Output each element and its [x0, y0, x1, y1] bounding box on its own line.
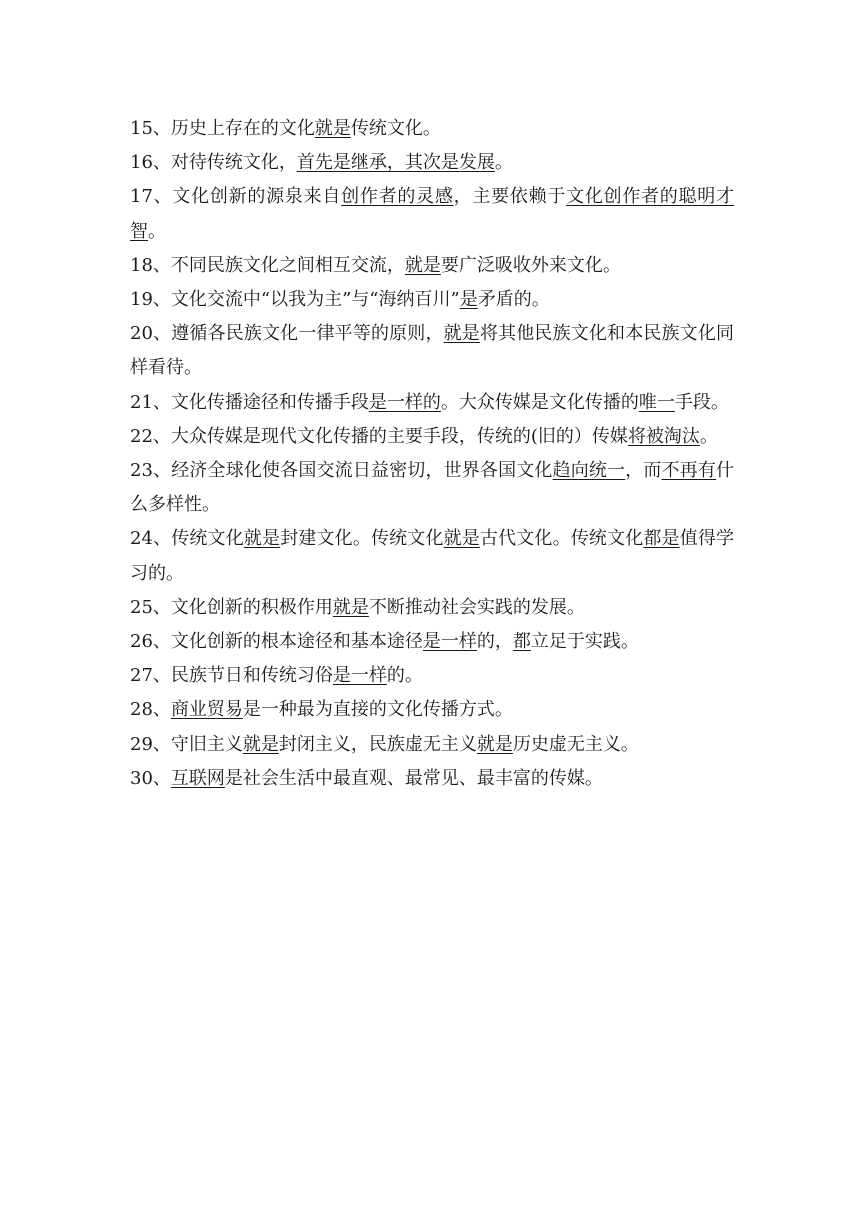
- underlined-segment: 不再有: [661, 460, 717, 482]
- statement-17: [130, 180, 734, 248]
- text-segment: 值得学习的。: [130, 528, 735, 584]
- text-segment: 将其他民族文化和本民族文化同样看待。: [130, 323, 735, 379]
- underlined-segment: 是一样: [332, 665, 387, 687]
- underlined-segment: 文化创作者的聪明才智: [130, 186, 735, 242]
- text-segment: 的。: [386, 665, 423, 687]
- text-segment: 什么多样性。: [130, 460, 735, 516]
- text-segment: 封建文化。传统文化: [280, 528, 444, 550]
- text-segment: 25、文化创新的积极作用: [130, 596, 333, 618]
- underlined-segment: 就是: [314, 118, 351, 139]
- text-segment: 古代文化。传统文化: [479, 528, 644, 550]
- text-segment: 23、经济全球化使各国交流日益密切，世界各国文化: [130, 460, 553, 482]
- statement-26: [130, 625, 734, 659]
- statement-25: [130, 591, 734, 625]
- underlined-segment: 就是: [243, 528, 281, 550]
- text-segment: 16、对待传统文化，: [130, 152, 297, 174]
- text-segment: 。: [699, 425, 718, 447]
- underlined-segment: 就是: [443, 323, 480, 345]
- text-segment: 手段。: [674, 391, 729, 413]
- statement-27: [130, 659, 734, 693]
- document-body: [130, 112, 734, 796]
- text-segment: 19、文化交流中“以我为主”与“海纳百川”: [130, 289, 460, 311]
- statement-28: [130, 693, 734, 727]
- underlined-segment: 就是: [404, 254, 441, 276]
- text-segment: ，而: [625, 460, 662, 482]
- text-segment: 21、文化传播途径和传播手段: [130, 391, 369, 413]
- text-segment: 是社会生活中最直观、最常见、最丰富的传媒。: [224, 767, 603, 789]
- text-segment: 。: [494, 152, 513, 174]
- underlined-segment: 就是: [242, 733, 279, 755]
- text-segment: 29、守旧主义: [130, 733, 243, 755]
- statement-19: [130, 283, 734, 317]
- text-segment: 24、传统文化: [130, 528, 244, 550]
- statement-30: [130, 762, 734, 796]
- underlined-segment: 创作者的灵感: [341, 186, 454, 208]
- text-segment: 的，: [476, 631, 513, 653]
- text-segment: 矛盾的。: [477, 289, 550, 311]
- underlined-segment: 将被淘汰: [627, 425, 700, 447]
- statement-22: [130, 420, 734, 454]
- underlined-segment: 是一样的: [368, 391, 441, 413]
- text-segment: 。大众传媒是文化传播的: [440, 391, 639, 413]
- statement-18: [130, 249, 734, 283]
- underlined-segment: 是: [459, 289, 478, 311]
- underlined-segment: 商业贸易: [170, 699, 243, 721]
- text-segment: 20、遵循各民族文化一律平等的原则，: [130, 323, 444, 345]
- statement-21: [130, 386, 734, 420]
- underlined-segment: 就是: [332, 596, 369, 618]
- text-segment: 要广泛吸收外来文化。: [440, 254, 621, 276]
- text-segment: 不断推动社会实践的发展。: [368, 596, 585, 618]
- underlined-segment: 唯一: [638, 391, 675, 413]
- underlined-segment: 都是: [643, 528, 680, 550]
- underlined-segment: 互联网: [170, 767, 225, 789]
- underlined-segment: 是一样: [422, 631, 477, 653]
- underlined-segment: 首先是继承，其次是发展: [296, 152, 495, 174]
- text-segment: 。: [148, 220, 166, 242]
- statement-24: [130, 522, 734, 590]
- underlined-segment: 都: [512, 631, 531, 653]
- text-segment: 26、文化创新的根本途径和基本途径: [130, 631, 423, 653]
- text-segment: 17、文化创新的源泉来自: [130, 186, 342, 208]
- underlined-segment: 就是: [476, 733, 513, 755]
- statement-23: [130, 454, 734, 522]
- text-segment: 封闭主义，民族虚无主义: [278, 733, 477, 755]
- text-segment: 30、: [130, 767, 171, 789]
- text-segment: 15、历史上存在的文化: [130, 118, 315, 139]
- text-segment: 传统文化。: [350, 118, 441, 139]
- statement-20: [130, 317, 734, 385]
- text-segment: 22、大众传媒是现代文化传播的主要手段，传统的(旧的）传媒: [130, 425, 628, 447]
- statement-29: [130, 728, 734, 762]
- underlined-segment: 趋向统一: [552, 460, 626, 482]
- text-segment: 历史虚无主义。: [512, 733, 639, 755]
- underlined-segment: 就是: [443, 528, 480, 550]
- text-segment: 是一种最为直接的文化传播方式。: [242, 699, 513, 721]
- text-segment: 18、不同民族文化之间相互交流，: [130, 254, 405, 276]
- statement-15: [130, 112, 734, 146]
- text-segment: ，主要依赖于: [453, 186, 567, 208]
- text-segment: 立足于实践。: [530, 631, 639, 653]
- text-segment: 28、: [130, 699, 171, 721]
- statement-16: [130, 146, 734, 180]
- text-segment: 27、民族节日和传统习俗: [130, 665, 333, 687]
